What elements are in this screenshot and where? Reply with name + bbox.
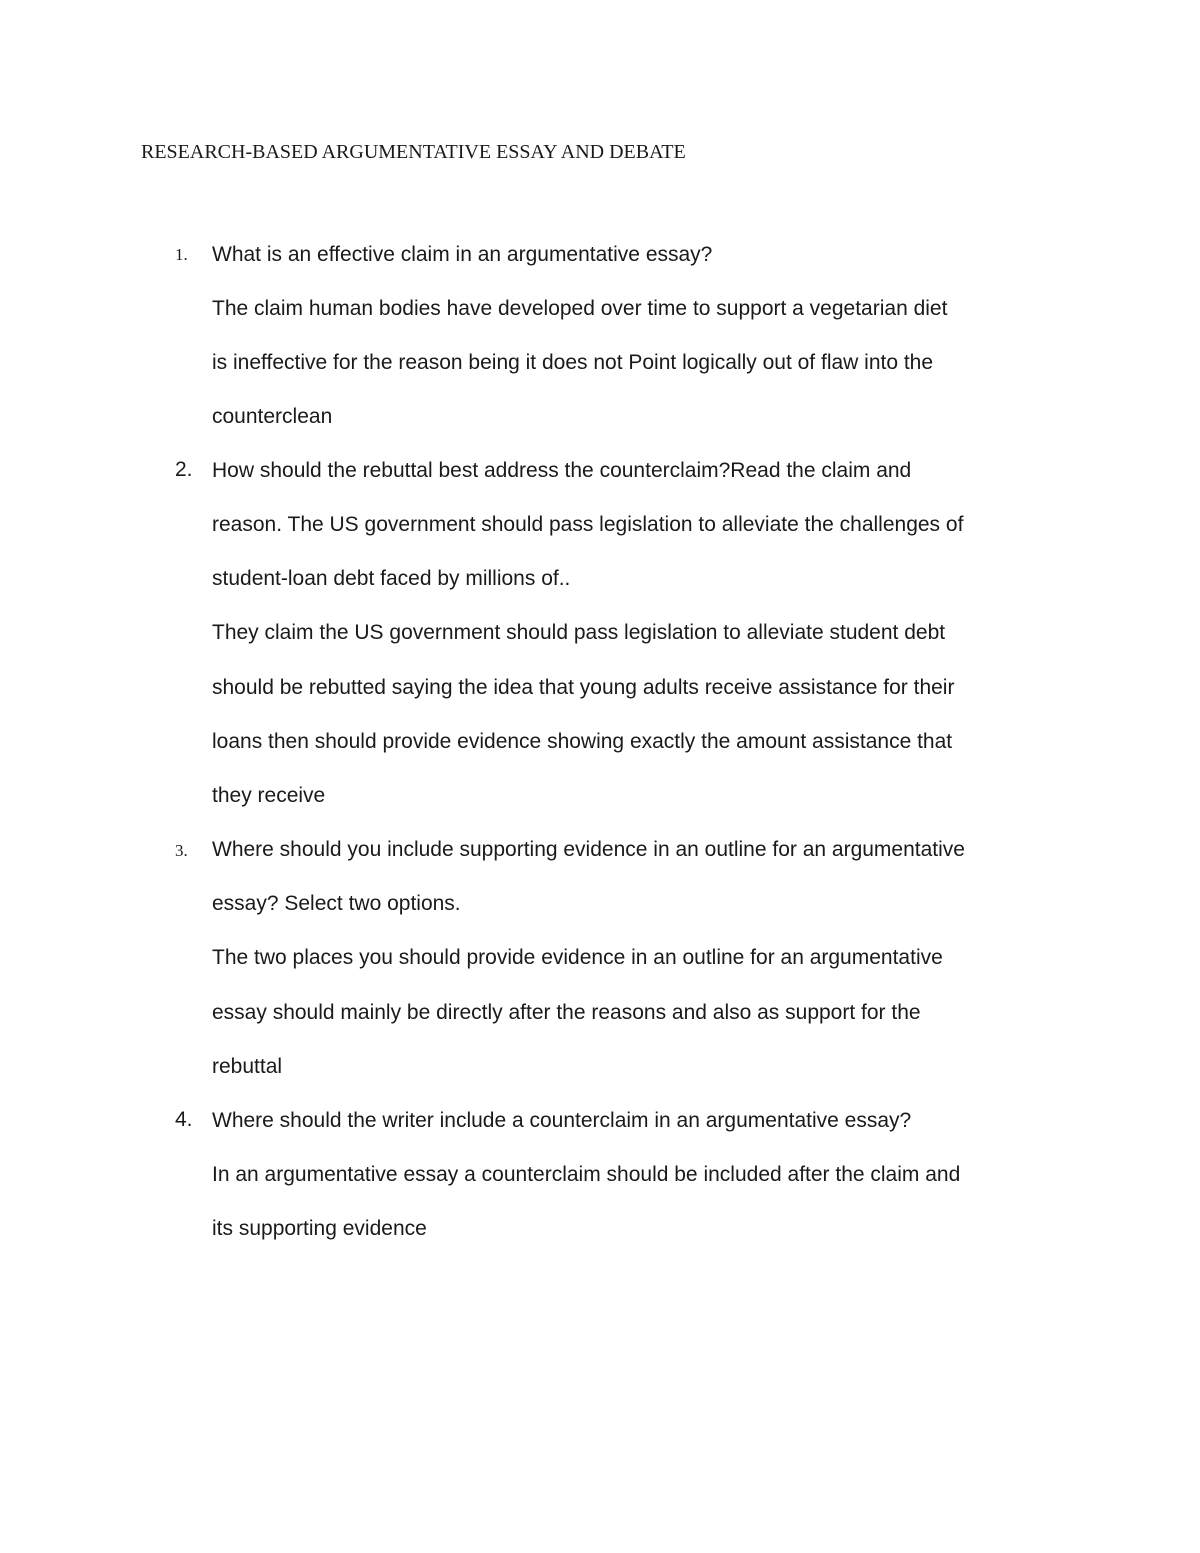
document-title: RESEARCH-BASED ARGUMENTATIVE ESSAY AND DEBATE — [141, 141, 686, 163]
question-text: essay? Select two options. — [212, 892, 461, 915]
list-number: 4. — [175, 1108, 193, 1131]
answer-text: The claim human bodies have developed over time to support a vegetarian diet — [212, 297, 948, 320]
question-text: reason. The US government should pass legislation to alleviate the challenges of — [212, 513, 964, 536]
answer-text: counterclean — [212, 405, 333, 428]
question-text: student-loan debt faced by millions of.. — [212, 567, 571, 590]
list-number: 1. — [175, 245, 188, 264]
list-number: 2. — [175, 458, 193, 481]
list-number: 3. — [175, 841, 188, 860]
answer-text: essay should mainly be directly after the reasons and also as support for the — [212, 1001, 921, 1024]
answer-text: they receive — [212, 784, 326, 807]
question-text: Where should you include supporting evidence in an outline for an argumentative — [212, 838, 965, 861]
answer-text: They claim the US government should pass legislation to alleviate student debt — [212, 621, 946, 644]
question-text: How should the rebuttal best address the counterclaim?Read the claim and — [212, 459, 912, 482]
question-text: What is an effective claim in an argumentative essay? — [212, 243, 713, 266]
answer-text: should be rebutted saying the idea that young adults receive assistance for their — [212, 676, 955, 699]
answer-text: In an argumentative essay a counterclaim should be included after the claim and — [212, 1163, 961, 1186]
answer-text: loans then should provide evidence showing exactly the amount assistance that — [212, 730, 953, 753]
answer-text: rebuttal — [212, 1055, 283, 1078]
answer-text: is ineffective for the reason being it does not Point logically out of flaw into the — [212, 351, 934, 374]
question-text: Where should the writer include a counterclaim in an argumentative essay? — [212, 1109, 912, 1132]
answer-text: The two places you should provide evidence in an outline for an argumentative — [212, 946, 943, 969]
answer-text: its supporting evidence — [212, 1217, 427, 1240]
